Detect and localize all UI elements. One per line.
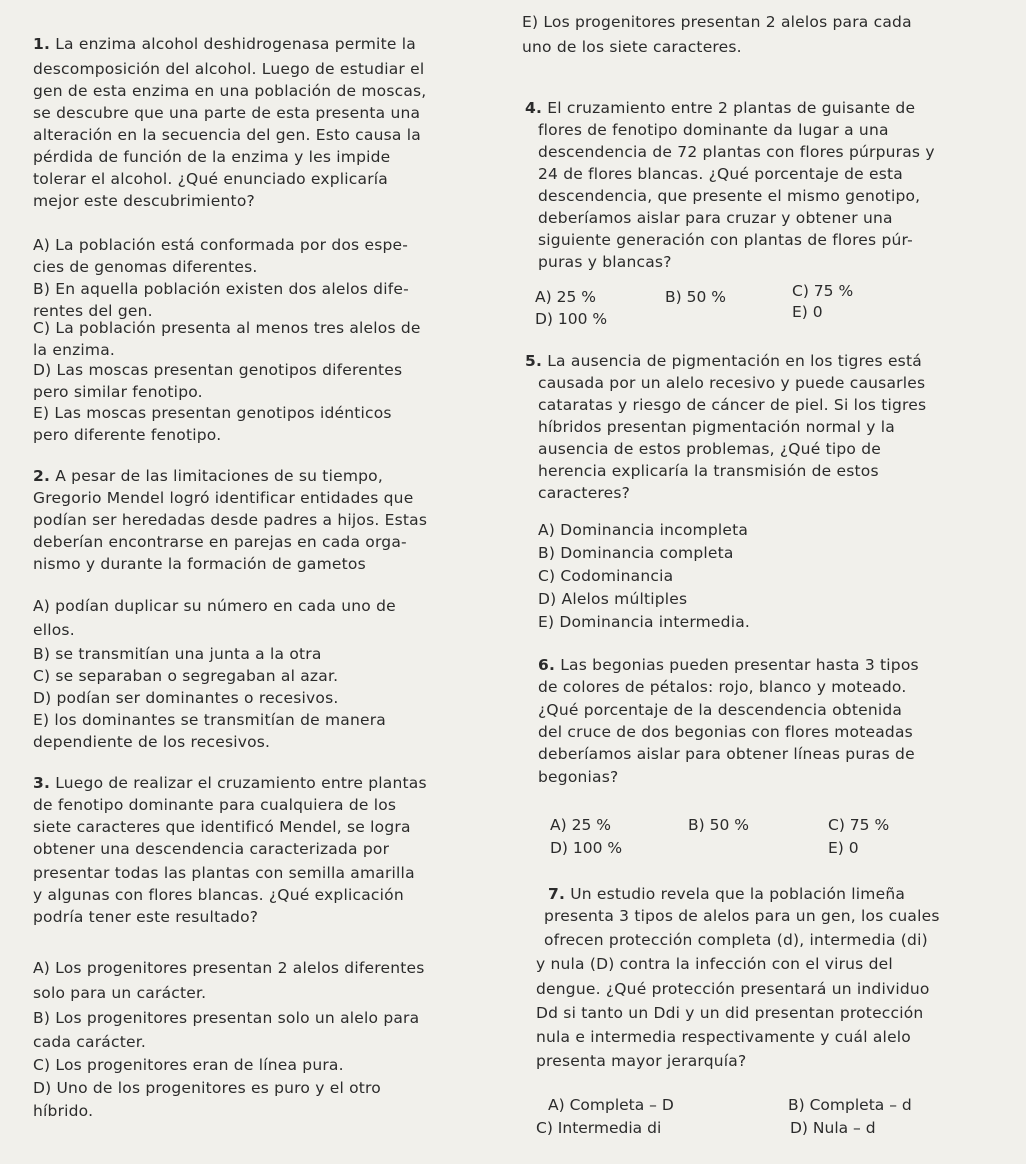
- q2-line: podían ser heredadas desde padres a hijos. Estas: [33, 511, 428, 529]
- q4-option-b: B) 50 %: [665, 288, 726, 306]
- q4-line: puras y blancas?: [538, 253, 672, 271]
- q5-line: ausencia de estos problemas, ¿Qué tipo de: [538, 440, 881, 458]
- q3-option-d-cont: híbrido.: [33, 1102, 94, 1120]
- q4-line: deberíamos aislar para cruzar y obtener una: [538, 209, 893, 227]
- q3-line: de fenotipo dominante para cualquiera de los: [33, 796, 397, 814]
- q7-line: 7. Un estudio revela que la población limeña: [548, 885, 906, 903]
- q3-option-a: A) Los progenitores presentan 2 alelos diferentes: [33, 959, 425, 977]
- q6-number: 6.: [538, 656, 556, 674]
- q2-line: nismo y durante la formación de gametos: [33, 555, 366, 573]
- q5-number: 5.: [525, 352, 543, 370]
- q1-option-a: A) La población está conformada por dos espe-: [33, 236, 409, 254]
- q4-option-d: D) 100 %: [535, 310, 608, 328]
- q1-line: pérdida de función de la enzima y les impide: [33, 148, 391, 166]
- q6-option-e: E) 0: [828, 839, 859, 857]
- q4-line: 24 de flores blancas. ¿Qué porcentaje de esta: [538, 165, 903, 183]
- q3-option-e: E) Los progenitores presentan 2 alelos para cada: [522, 13, 912, 31]
- q6-option-d: D) 100 %: [550, 839, 623, 857]
- q3-option-d: D) Uno de los progenitores es puro y el otro: [33, 1079, 381, 1097]
- q2-line: 2. A pesar de las limitaciones de su tiempo,: [33, 467, 383, 485]
- q3-line: obtener una descendencia caracterizada por: [33, 840, 390, 858]
- q1-option-c-cont: la enzima.: [33, 341, 116, 359]
- q1-number: 1.: [33, 35, 51, 53]
- q2-option-a: A) podían duplicar su número en cada uno de: [33, 597, 396, 615]
- q1-option-d: D) Las moscas presentan genotipos diferentes: [33, 361, 403, 379]
- q1-option-d-cont: pero similar fenotipo.: [33, 383, 203, 401]
- q2-option-a-cont: ellos.: [33, 621, 75, 639]
- q3-line: presentar todas las plantas con semilla amarilla: [33, 864, 415, 882]
- q5-line: herencia explicaría la transmisión de estos: [538, 462, 879, 480]
- q6-option-a: A) 25 %: [550, 816, 611, 834]
- q1-line: tolerar el alcohol. ¿Qué enunciado explicaría: [33, 170, 389, 188]
- q7-line: nula e intermedia respectivamente y cuál alelo: [536, 1028, 911, 1046]
- q2-number: 2.: [33, 467, 51, 485]
- q4-number: 4.: [525, 99, 543, 117]
- q5-line: 5. La ausencia de pigmentación en los tigres está: [525, 352, 922, 370]
- q7-line: dengue. ¿Qué protección presentará un individuo: [536, 980, 930, 998]
- q4-option-c: C) 75 %: [792, 282, 854, 300]
- q2-line: Gregorio Mendel logró identificar entidades que: [33, 489, 414, 507]
- q5-option-d: D) Alelos múltiples: [538, 590, 688, 608]
- q6-line: de colores de pétalos: rojo, blanco y moteado.: [538, 678, 907, 696]
- q1-option-c: C) La población presenta al menos tres alelos de: [33, 319, 421, 337]
- q1-line: gen de esta enzima en una población de moscas,: [33, 82, 427, 100]
- q1-option-e-cont: pero diferente fenotipo.: [33, 426, 222, 444]
- q6-option-b: B) 50 %: [688, 816, 749, 834]
- q2-option-e-cont: dependiente de los recesivos.: [33, 733, 271, 751]
- q5-option-a: A) Dominancia incompleta: [538, 521, 749, 539]
- q2-option-e: E) los dominantes se transmitían de manera: [33, 711, 387, 729]
- q5-option-b: B) Dominancia completa: [538, 544, 734, 562]
- q7-option-c: C) Intermedia di: [536, 1119, 662, 1137]
- q1-option-b-cont: rentes del gen.: [33, 302, 153, 320]
- q1-line: 1. La enzima alcohol deshidrogenasa permite la: [33, 35, 416, 53]
- q5-line: híbridos presentan pigmentación normal y la: [538, 418, 895, 436]
- q3-line: siete caracteres que identificó Mendel, se logra: [33, 818, 411, 836]
- q4-line: descendencia, que presente el mismo genotipo,: [538, 187, 921, 205]
- q5-line: cataratas y riesgo de cáncer de piel. Si los tigres: [538, 396, 927, 414]
- q2-line: deberían encontrarse en parejas en cada orga-: [33, 533, 407, 551]
- q7-option-a: A) Completa – D: [548, 1096, 674, 1114]
- q4-option-a: A) 25 %: [535, 288, 596, 306]
- q6-line: begonias?: [538, 768, 619, 786]
- q7-option-b: B) Completa – d: [788, 1096, 912, 1114]
- q3-option-a-cont: solo para un carácter.: [33, 984, 207, 1002]
- q1-option-a-cont: cies de genomas diferentes.: [33, 258, 258, 276]
- q5-option-c: C) Codominancia: [538, 567, 674, 585]
- q6-line: ¿Qué porcentaje de la descendencia obtenida: [538, 701, 903, 719]
- q3-option-b-cont: cada carácter.: [33, 1033, 146, 1051]
- q3-line: y algunas con flores blancas. ¿Qué explicación: [33, 886, 404, 904]
- q7-line: ofrecen protección completa (d), intermedia (di): [544, 931, 928, 949]
- q3-option-b: B) Los progenitores presentan solo un alelo para: [33, 1009, 420, 1027]
- q1-line: descomposición del alcohol. Luego de estudiar el: [33, 60, 425, 78]
- q4-option-e: E) 0: [792, 303, 823, 321]
- q1-line: se descubre que una parte de esta presenta una: [33, 104, 421, 122]
- q4-line: flores de fenotipo dominante da lugar a una: [538, 121, 889, 139]
- q5-line: caracteres?: [538, 484, 631, 502]
- q2-option-b: B) se transmitían una junta a la otra: [33, 645, 322, 663]
- q7-number: 7.: [548, 885, 566, 903]
- q2-option-d: D) podían ser dominantes o recesivos.: [33, 689, 339, 707]
- q2-option-c: C) se separaban o segregaban al azar.: [33, 667, 339, 685]
- q7-line: Dd si tanto un Ddi y un did presentan protección: [536, 1004, 924, 1022]
- q5-option-e: E) Dominancia intermedia.: [538, 613, 751, 631]
- q3-number: 3.: [33, 774, 51, 792]
- q1-line: alteración en la secuencia del gen. Esto causa la: [33, 126, 421, 144]
- q1-option-e: E) Las moscas presentan genotipos idénticos: [33, 404, 392, 422]
- q7-line: presenta mayor jerarquía?: [536, 1052, 747, 1070]
- q3-option-e-cont: uno de los siete caracteres.: [522, 38, 742, 56]
- q1-line: mejor este descubrimiento?: [33, 192, 255, 210]
- q4-line: siguiente generación con plantas de flores púr-: [538, 231, 913, 249]
- q7-line: presenta 3 tipos de alelos para un gen, los cuales: [544, 907, 940, 925]
- q6-line: 6. Las begonias pueden presentar hasta 3 tipos: [538, 656, 919, 674]
- q1-option-b: B) En aquella población existen dos alelos dife-: [33, 280, 409, 298]
- q4-line: descendencia de 72 plantas con flores púrpuras y: [538, 143, 935, 161]
- q3-line: podría tener este resultado?: [33, 908, 259, 926]
- q6-line: del cruce de dos begonias con flores moteadas: [538, 723, 913, 741]
- q5-line: causada por un alelo recesivo y puede causarles: [538, 374, 926, 392]
- q7-option-d: D) Nula – d: [790, 1119, 876, 1137]
- q6-line: deberíamos aislar para obtener líneas puras de: [538, 745, 915, 763]
- q4-line: 4. El cruzamiento entre 2 plantas de guisante de: [525, 99, 916, 117]
- q7-line: y nula (D) contra la infección con el virus del: [536, 955, 893, 973]
- q3-line: 3. Luego de realizar el cruzamiento entre plantas: [33, 774, 427, 792]
- q6-option-c: C) 75 %: [828, 816, 890, 834]
- q3-option-c: C) Los progenitores eran de línea pura.: [33, 1056, 344, 1074]
